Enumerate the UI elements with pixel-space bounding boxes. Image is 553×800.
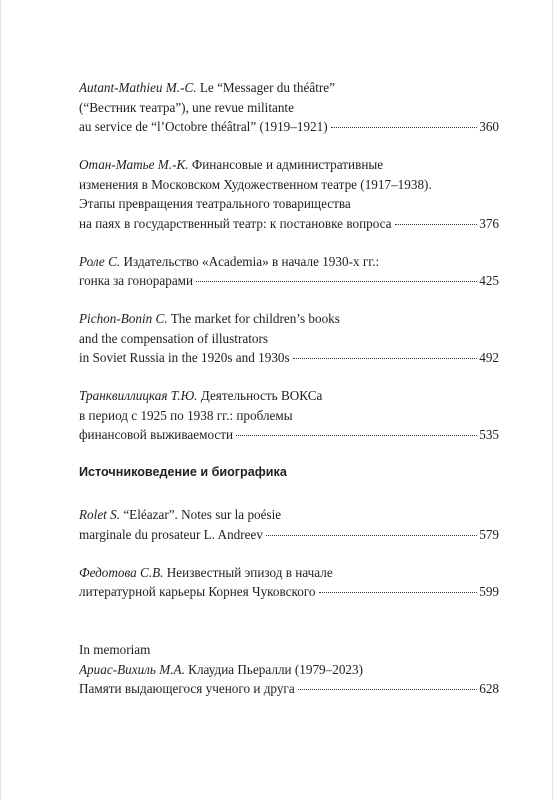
dot-leader — [293, 358, 478, 359]
entry-author: Ариас-Вихиль М.А. — [79, 661, 185, 677]
toc-entry — [79, 309, 499, 368]
toc-entry-first-line — [79, 386, 499, 406]
entry-author: Pichon-Bonin C. — [79, 311, 168, 326]
entry-author: Роле С. — [79, 253, 121, 269]
entry-title-text: au service de “l’Octobre théâtral” (1919–1921) — [79, 119, 328, 134]
entry-title-text: Деятельность ВОКСа — [197, 388, 323, 403]
toc-entry — [79, 252, 499, 291]
dot-leader — [298, 689, 478, 690]
entry-title-text: and the compensation of illustrators — [79, 330, 268, 346]
dot-leader — [266, 535, 477, 536]
entry-page-number: 579 — [479, 526, 499, 542]
toc-entry-first-line — [79, 155, 499, 175]
entry-title-text: в период с 1925 по 1938 гг.: проблемы — [79, 407, 293, 423]
entry-title-text: Клаудиа Пьералли (1979–2023) — [184, 661, 364, 677]
entry-title-text: “Eléazar”. Notes sur la poésie — [120, 507, 282, 522]
entry-title-text: финансовой выживаемости — [79, 427, 234, 442]
entry-title-text: Неизвестный эпизод в начале — [163, 564, 333, 580]
memoriam-label: In memoriam — [79, 642, 151, 657]
entry-author: Транквиллицкая Т.Ю. — [79, 388, 198, 403]
toc-entry-first-line — [79, 505, 499, 525]
entry-page-number: 492 — [479, 350, 499, 365]
entry-page-number: 376 — [479, 215, 499, 231]
toc-entry — [79, 563, 499, 602]
entry-title-text: литературной карьеры Корнея Чуковского — [79, 584, 316, 599]
entry-leader-line — [79, 425, 499, 445]
spacer — [79, 620, 499, 640]
toc-entry — [79, 386, 499, 445]
entry-leader-line — [79, 348, 499, 368]
toc-entry-first-line — [79, 563, 499, 583]
table-of-contents — [79, 78, 499, 717]
entry-author: Rolet S. — [79, 507, 121, 522]
section-heading: Источниковедение и биографика — [79, 465, 287, 479]
entry-title-text: Финансовые и административные — [188, 157, 384, 172]
entry-leader-line — [79, 582, 499, 602]
entry-leader-line — [79, 679, 499, 699]
entry-leader-line — [79, 117, 499, 137]
dot-leader — [196, 281, 477, 282]
entry-page-number: 425 — [479, 273, 499, 288]
entry-leader-line — [79, 525, 499, 545]
entry-title-text: marginale du prosateur L. Andreev — [79, 526, 263, 542]
entry-title-text: изменения в Московском Художественном театре (1917–1938). — [79, 176, 432, 192]
entry-title-text: Le “Messager du théâtre” — [196, 80, 335, 95]
entry-author: Федотова С.В. — [79, 564, 164, 580]
entry-author: Autant-Mathieu M.-C. — [79, 80, 197, 95]
entry-page-number: 599 — [479, 584, 499, 599]
entry-title-text: гонка за гонорарами — [79, 273, 194, 288]
dot-leader — [319, 592, 478, 593]
entry-leader-line — [79, 271, 499, 291]
toc-entry — [79, 155, 499, 233]
entry-title-text: in Soviet Russia in the 1920s and 1930s — [79, 350, 290, 365]
dot-leader — [236, 435, 477, 436]
toc-entry-first-line — [79, 78, 499, 98]
entry-title-text: Издательство «Academia» в начале 1930-х гг.: — [120, 253, 380, 269]
dot-leader — [395, 224, 478, 225]
entry-author: Отан-Матье М.-К. — [79, 157, 189, 172]
entry-page-number: 360 — [479, 119, 499, 134]
entry-title-text: The market for children’s books — [167, 311, 340, 326]
memoriam-first-line — [79, 660, 499, 680]
dot-leader — [331, 127, 478, 128]
entry-leader-line — [79, 214, 499, 234]
toc-entry-first-line — [79, 309, 499, 329]
memoriam-entry — [79, 640, 499, 699]
entry-title-text: Памяти выдающегося ученого и друга — [79, 681, 295, 696]
entry-title-text: (“Вестник театра”), une revue militante — [79, 99, 294, 115]
entry-title-text: Этапы превращения театрального товарищества — [79, 196, 351, 211]
entry-page-number: 628 — [479, 681, 499, 696]
toc-entry-first-line — [79, 252, 499, 272]
entry-page-number: 535 — [479, 427, 499, 442]
toc-entry — [79, 78, 499, 137]
toc-entry — [79, 505, 499, 544]
entry-title-text: на паях в государственный театр: к постановке вопроса — [79, 215, 392, 231]
